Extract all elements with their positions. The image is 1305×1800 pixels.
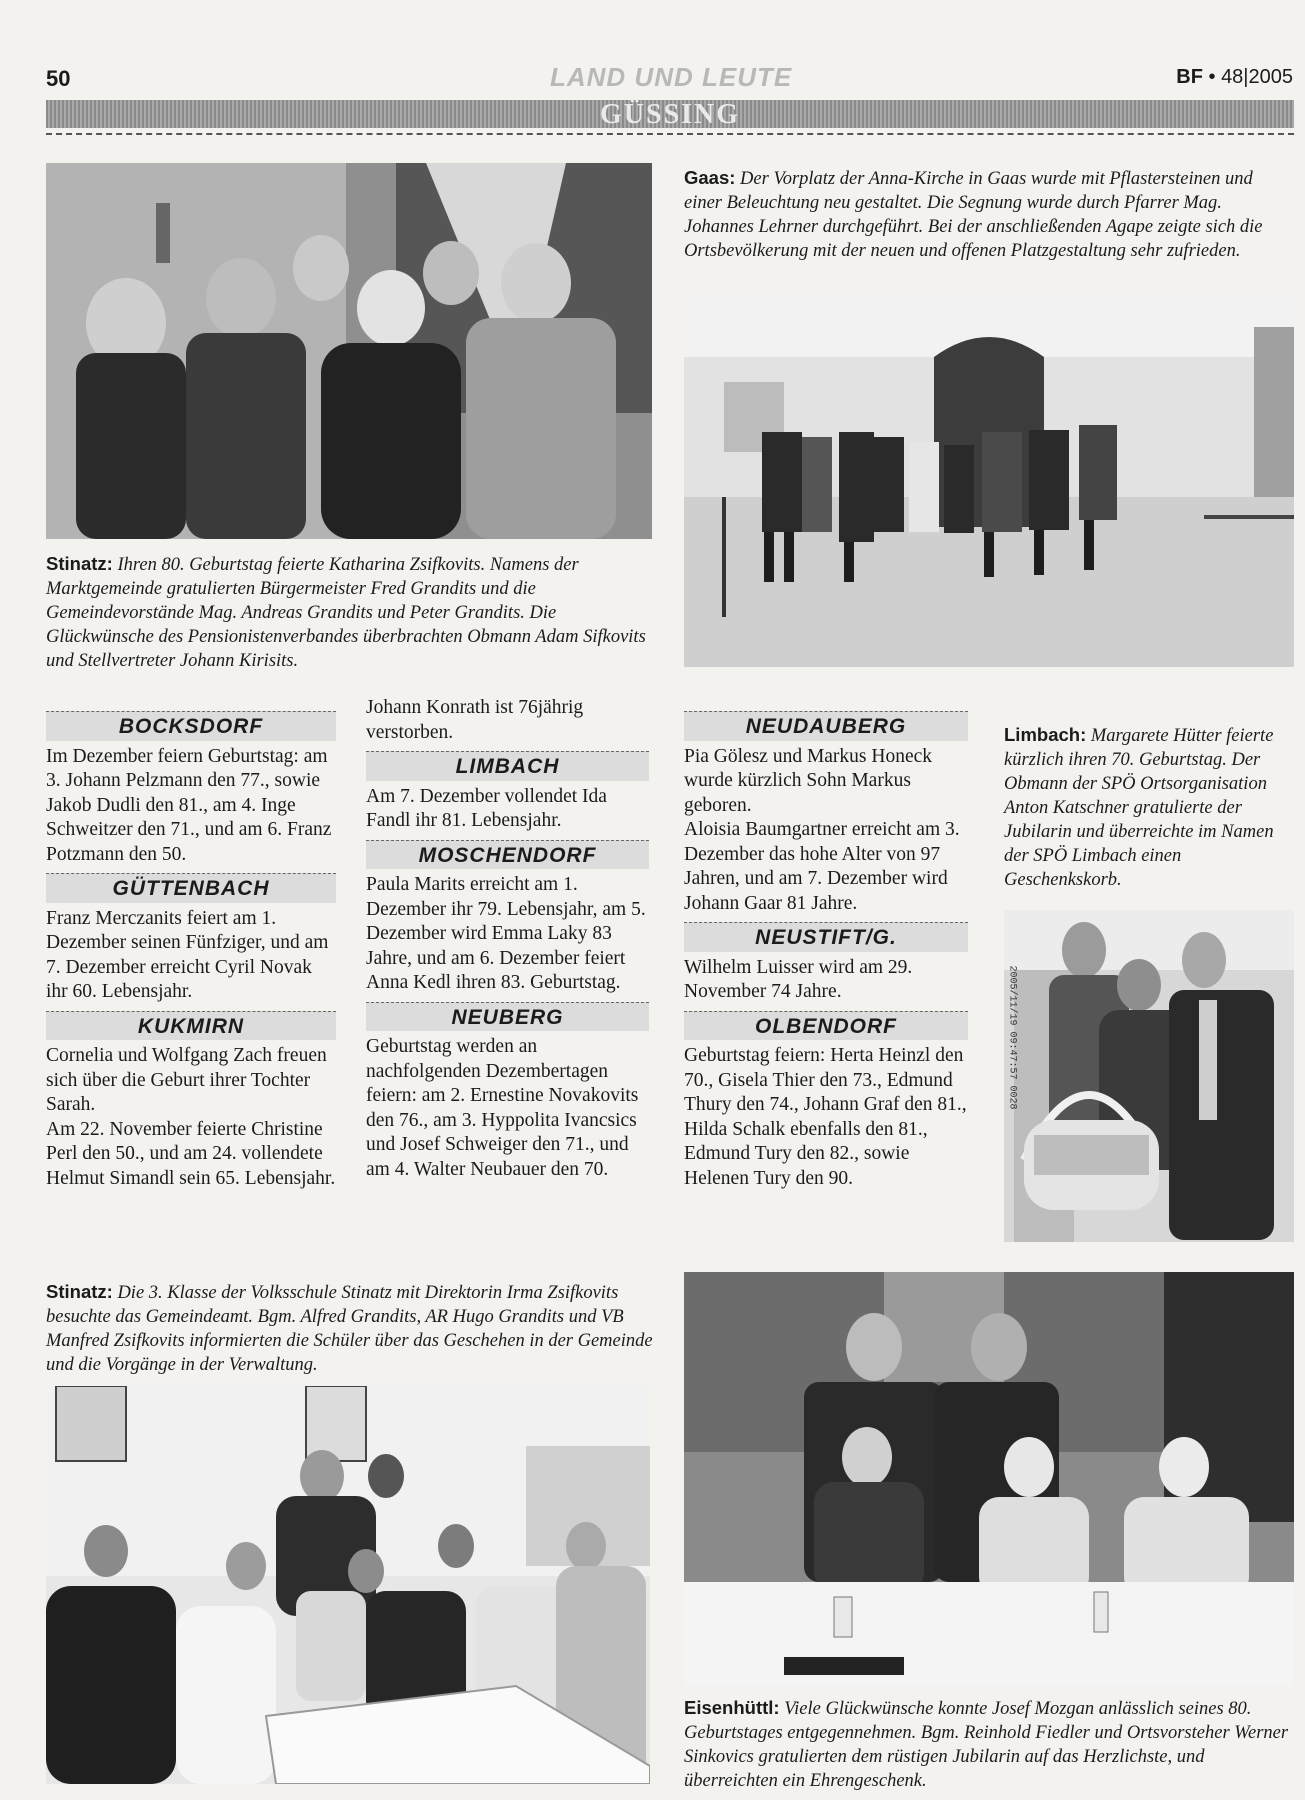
section-title: LAND UND LEUTE [550, 62, 793, 92]
caption-text: Ihren 80. Geburtstag feierte Katharina Zsifkovits. Namens der Marktgemeinde gratulierten Bürgermeister Fred Grandits und die Gemeindevorstände Mag. Andreas Grandits und Peter Grandits. Die Glückwünsche des Pensionistenverbandes überbrachten Obmann Adam Sifkovits und Stellvertreter Johann Kirisits. [46, 555, 646, 671]
limbach-basket-photo [1004, 910, 1294, 1242]
limbach-text: Am 7. Dezember vollendet Ida Fandl ihr 81. Lebensjahr. [366, 785, 607, 831]
kukmirn-text-2: Am 22. November feierte Christine Perl den 50., und am 24. vollendete Helmut Simandl sein 65. Lebensjahr. [46, 1118, 336, 1189]
publication-name: BF [1176, 66, 1203, 88]
column-3 [684, 711, 968, 1191]
issue-info [1176, 66, 1293, 89]
page-number: 50 [46, 66, 71, 91]
caption-place: Stinatz: [46, 1281, 113, 1302]
stinatz-school-photo [46, 1386, 650, 1784]
neudauberg-text-1: Pia Gölesz und Markus Honeck wurde kürzlich Sohn Markus geboren. [684, 745, 933, 816]
issue-number: 48|2005 [1221, 66, 1293, 88]
caption-text: Viele Glückwünsche konnte Josef Mozgan anlässlich seines 80. Geburtstages entgegennehmen. Bgm. Reinhold Fiedler und Ortsvorsteher Werner Sinkovics gratulierten dem rüstigen Jubilarin auf das Herzlichste, und überreichten ein Ehrengeschenk. [684, 1699, 1289, 1791]
caption-place: Gaas: [684, 167, 736, 188]
moschendorf-text: Paula Marits erreicht am 1. Dezember ihr 79. Lebensjahr, am 5. Dezember wird Emma Laky 83 Jahre, und am 6. Dezember feiert Anna Kedl ihren 83. Geburtstag. [366, 874, 646, 993]
column-1 [46, 711, 336, 1191]
eisenhuettl-caption [684, 1696, 1294, 1793]
gaas-caption [684, 166, 1294, 263]
neustift-text: Wilhelm Luisser wird am 29. November 74 Jahre. [684, 956, 913, 1002]
neuberg-text: Geburtstag werden an nachfolgenden Dezembertagen feiern: am 2. Ernestine Novakovits den 76., am 3. Hyppolita Ivancsics und Josef Schweiger den 71., und am 4. Walter Neubauer den 70. [366, 1036, 639, 1180]
heading-neustift: NEUSTIFT/G. [684, 922, 968, 952]
region-title: GÜSSING [600, 99, 741, 130]
heading-olbendorf: OLBENDORF [684, 1011, 968, 1041]
heading-bocksdorf: BOCKSDORF [46, 711, 336, 741]
heading-kukmirn: KUKMIRN [46, 1011, 336, 1041]
heading-neuberg: NEUBERG [366, 1002, 649, 1032]
stinatz-birthday-caption [46, 552, 652, 673]
eisenhuettl-photo [684, 1272, 1294, 1686]
heading-neudauberg: NEUDAUBERG [684, 711, 968, 741]
header-divider [46, 133, 1294, 135]
photo-timestamp: 2005/11/19 09:47:57 0028 [1006, 965, 1018, 1110]
stinatz-birthday-photo [46, 163, 652, 539]
olbendorf-text: Geburtstag feiern: Herta Heinzl den 70., Gisela Thier den 73., Edmund Thury den 74., Johann Graf den 81., Hilda Schalk ebenfalls den 81., Edmund Tury den 82., sowie Helenen Tury den 90. [684, 1045, 967, 1189]
heading-moschendorf: MOSCHENDORF [366, 840, 649, 870]
separator-dot: • [1208, 66, 1216, 88]
kukmirn-text-1: Cornelia und Wolfgang Zach freuen sich über die Geburt ihrer Tochter Sarah. [46, 1045, 327, 1115]
caption-place: Eisenhüttl: [684, 1697, 780, 1718]
caption-place: Stinatz: [46, 553, 113, 574]
guettenbach-text: Franz Merczanits feiert am 1. Dezember seinen Fünfziger, und am 7. Dezember erreicht Cyril Novak ihr 60. Lebensjahr. [46, 907, 329, 1002]
limbach-caption [1004, 723, 1294, 892]
column-2 [366, 696, 649, 1182]
stinatz-school-caption [46, 1280, 658, 1377]
neudauberg-text-2: Aloisia Baumgartner erreicht am 3. Dezember das hohe Alter von 97 Jahren, und am 7. Dezember wird Johann Gaar 81 Jahre. [684, 819, 960, 914]
caption-text: Margarete Hütter feierte kürzlich ihren 70. Geburtstag. Der Obmann der SPÖ Ortsorganisation Anton Katschner gratulierte der Jubilarin und überreichte im Namen der SPÖ Limbach einen Geschenkskorb. [1004, 726, 1274, 890]
heading-guettenbach: GÜTTENBACH [46, 873, 336, 903]
bocksdorf-text: Im Dezember feiern Geburtstag: am 3. Johann Pelzmann den 77., sowie Jakob Dudli den 81., am 4. Inge Schweitzer den 71., und am 6. Franz Potzmann den 50. [46, 745, 332, 865]
konrath-text: Johann Konrath ist 76jährig verstorben. [366, 697, 584, 743]
gaas-church-photo [684, 297, 1294, 667]
caption-text: Der Vorplatz der Anna-Kirche in Gaas wurde mit Pflastersteinen und einer Beleuchtung neu gestaltet. Die Segnung wurde durch Pfarrer Mag. Johannes Lehrner durchgeführt. Bei der anschließenden Agape zeigte sich die Ortsbevölkerung mit der neuen und offenen Platzgestaltung sehr zufrieden. [684, 169, 1263, 261]
caption-text: Die 3. Klasse der Volksschule Stinatz mit Direktorin Irma Zsifkovits besuchte das Gemeindeamt. Bgm. Alfred Grandits, AR Hugo Grandits und VB Manfred Zsifkovits informierten die Schüler über das Geschehen in der Gemeinde und die Vorgänge in der Verwaltung. [46, 1283, 653, 1375]
caption-place: Limbach: [1004, 724, 1087, 745]
heading-limbach: LIMBACH [366, 751, 649, 781]
